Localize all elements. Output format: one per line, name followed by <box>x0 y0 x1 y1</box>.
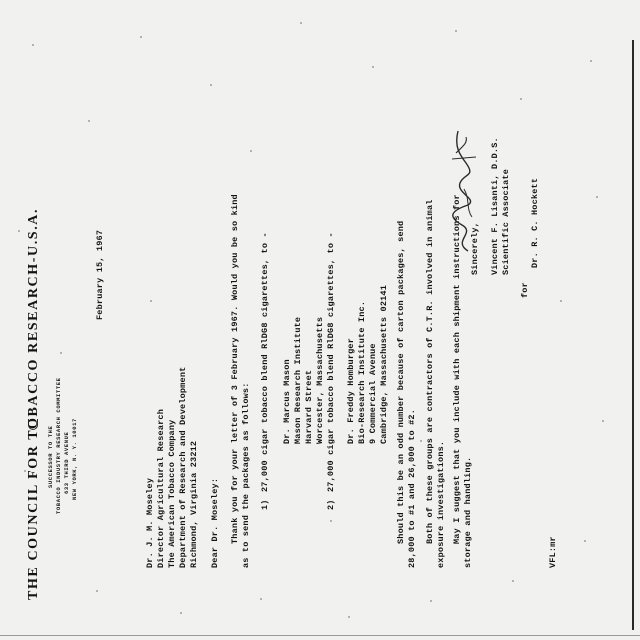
typist-initials: VFL:mr <box>548 536 558 568</box>
item-2-address-4: Cambridge, Massachusetts 02141 <box>379 284 389 444</box>
paragraph-2-line-2: exposure investigations. <box>436 440 446 568</box>
recipient-line-5: Richmond, Virginia 23212 <box>189 440 199 568</box>
sign-off: Sincerely, <box>470 221 480 275</box>
item-2-number: 2) <box>326 499 336 510</box>
item-1-address-1: Dr. Marcus Mason <box>282 359 292 444</box>
item-1-number: 1) <box>260 499 270 510</box>
letter-sheet <box>20 40 560 620</box>
recipient-line-1: Dr. J. M. Moseley <box>145 477 155 568</box>
recipient-line-4: Department of Research and Development <box>178 366 188 568</box>
for-label: for <box>520 282 530 298</box>
recipient-line-2: Director Agricultural Research <box>156 408 166 568</box>
item-2-text: 27,000 cigar tobacco blend RlDG8 cigarettes, to - <box>326 232 336 492</box>
letterhead-address-4: NEW YORK, N. Y. 10017 <box>71 418 78 500</box>
item-2-address-2: Bio-Research Institute Inc. <box>357 300 367 444</box>
paragraph-1-line-2: 28,000 to #1 and 26,000 to #2. <box>407 408 417 568</box>
signer-title: Scientific Associate <box>501 168 511 275</box>
recipient-line-3: The American Tobacco Company <box>167 419 177 568</box>
letter-date: February 15, 1967 <box>95 229 105 320</box>
letterhead-address-1: SUCCESSOR TO THE <box>47 425 54 488</box>
paragraph-3-line-2: storage and handling. <box>463 456 473 568</box>
item-1-text: 27,000 cigar tobacco blend RlDG8 cigarettes, to - <box>260 232 270 492</box>
signer-name: Vincent F. Lisanti, D.D.S. <box>490 137 500 275</box>
letterhead-address-2: TOBACCO INDUSTRY RESEARCH COMMITTEE <box>55 377 62 514</box>
scan-edge-bottom <box>0 635 640 636</box>
item-2-address-1: Dr. Freddy Homburger <box>346 337 356 444</box>
paragraph-1-line-1: Should this be an odd number because of carton packages, send <box>396 220 406 544</box>
for-name: Dr. R. C. Hockett <box>530 177 540 268</box>
intro-line-2: as to send the packages as follows: <box>241 382 251 568</box>
handwritten-signature <box>446 125 482 255</box>
paragraph-3-line-1: May I suggest that you include with each shipment instructions for <box>452 194 462 544</box>
scan-edge <box>632 40 634 630</box>
item-1-address-4: Worcester, Massachusetts <box>315 316 325 444</box>
item-2-address-3: 9 Commercial Avenue <box>368 343 378 444</box>
intro-line-1: Thank you for your letter of 3 February 1967. Would you be so kind <box>230 194 240 544</box>
salutation: Dear Dr. Moseley: <box>210 477 220 568</box>
letterhead-address-3: 633 THIRD AVENUE <box>63 431 70 494</box>
item-1-address-2: Mason Research Institute <box>293 316 303 444</box>
letterhead-title: THE COUNCIL FOR TOBACCO RESEARCH-U.S.A. <box>26 207 41 600</box>
item-1-address-3: Harvard Street <box>304 369 314 444</box>
paragraph-2-line-1: Both of these groups are contractors of C.T.R. involved in animal <box>425 199 435 544</box>
